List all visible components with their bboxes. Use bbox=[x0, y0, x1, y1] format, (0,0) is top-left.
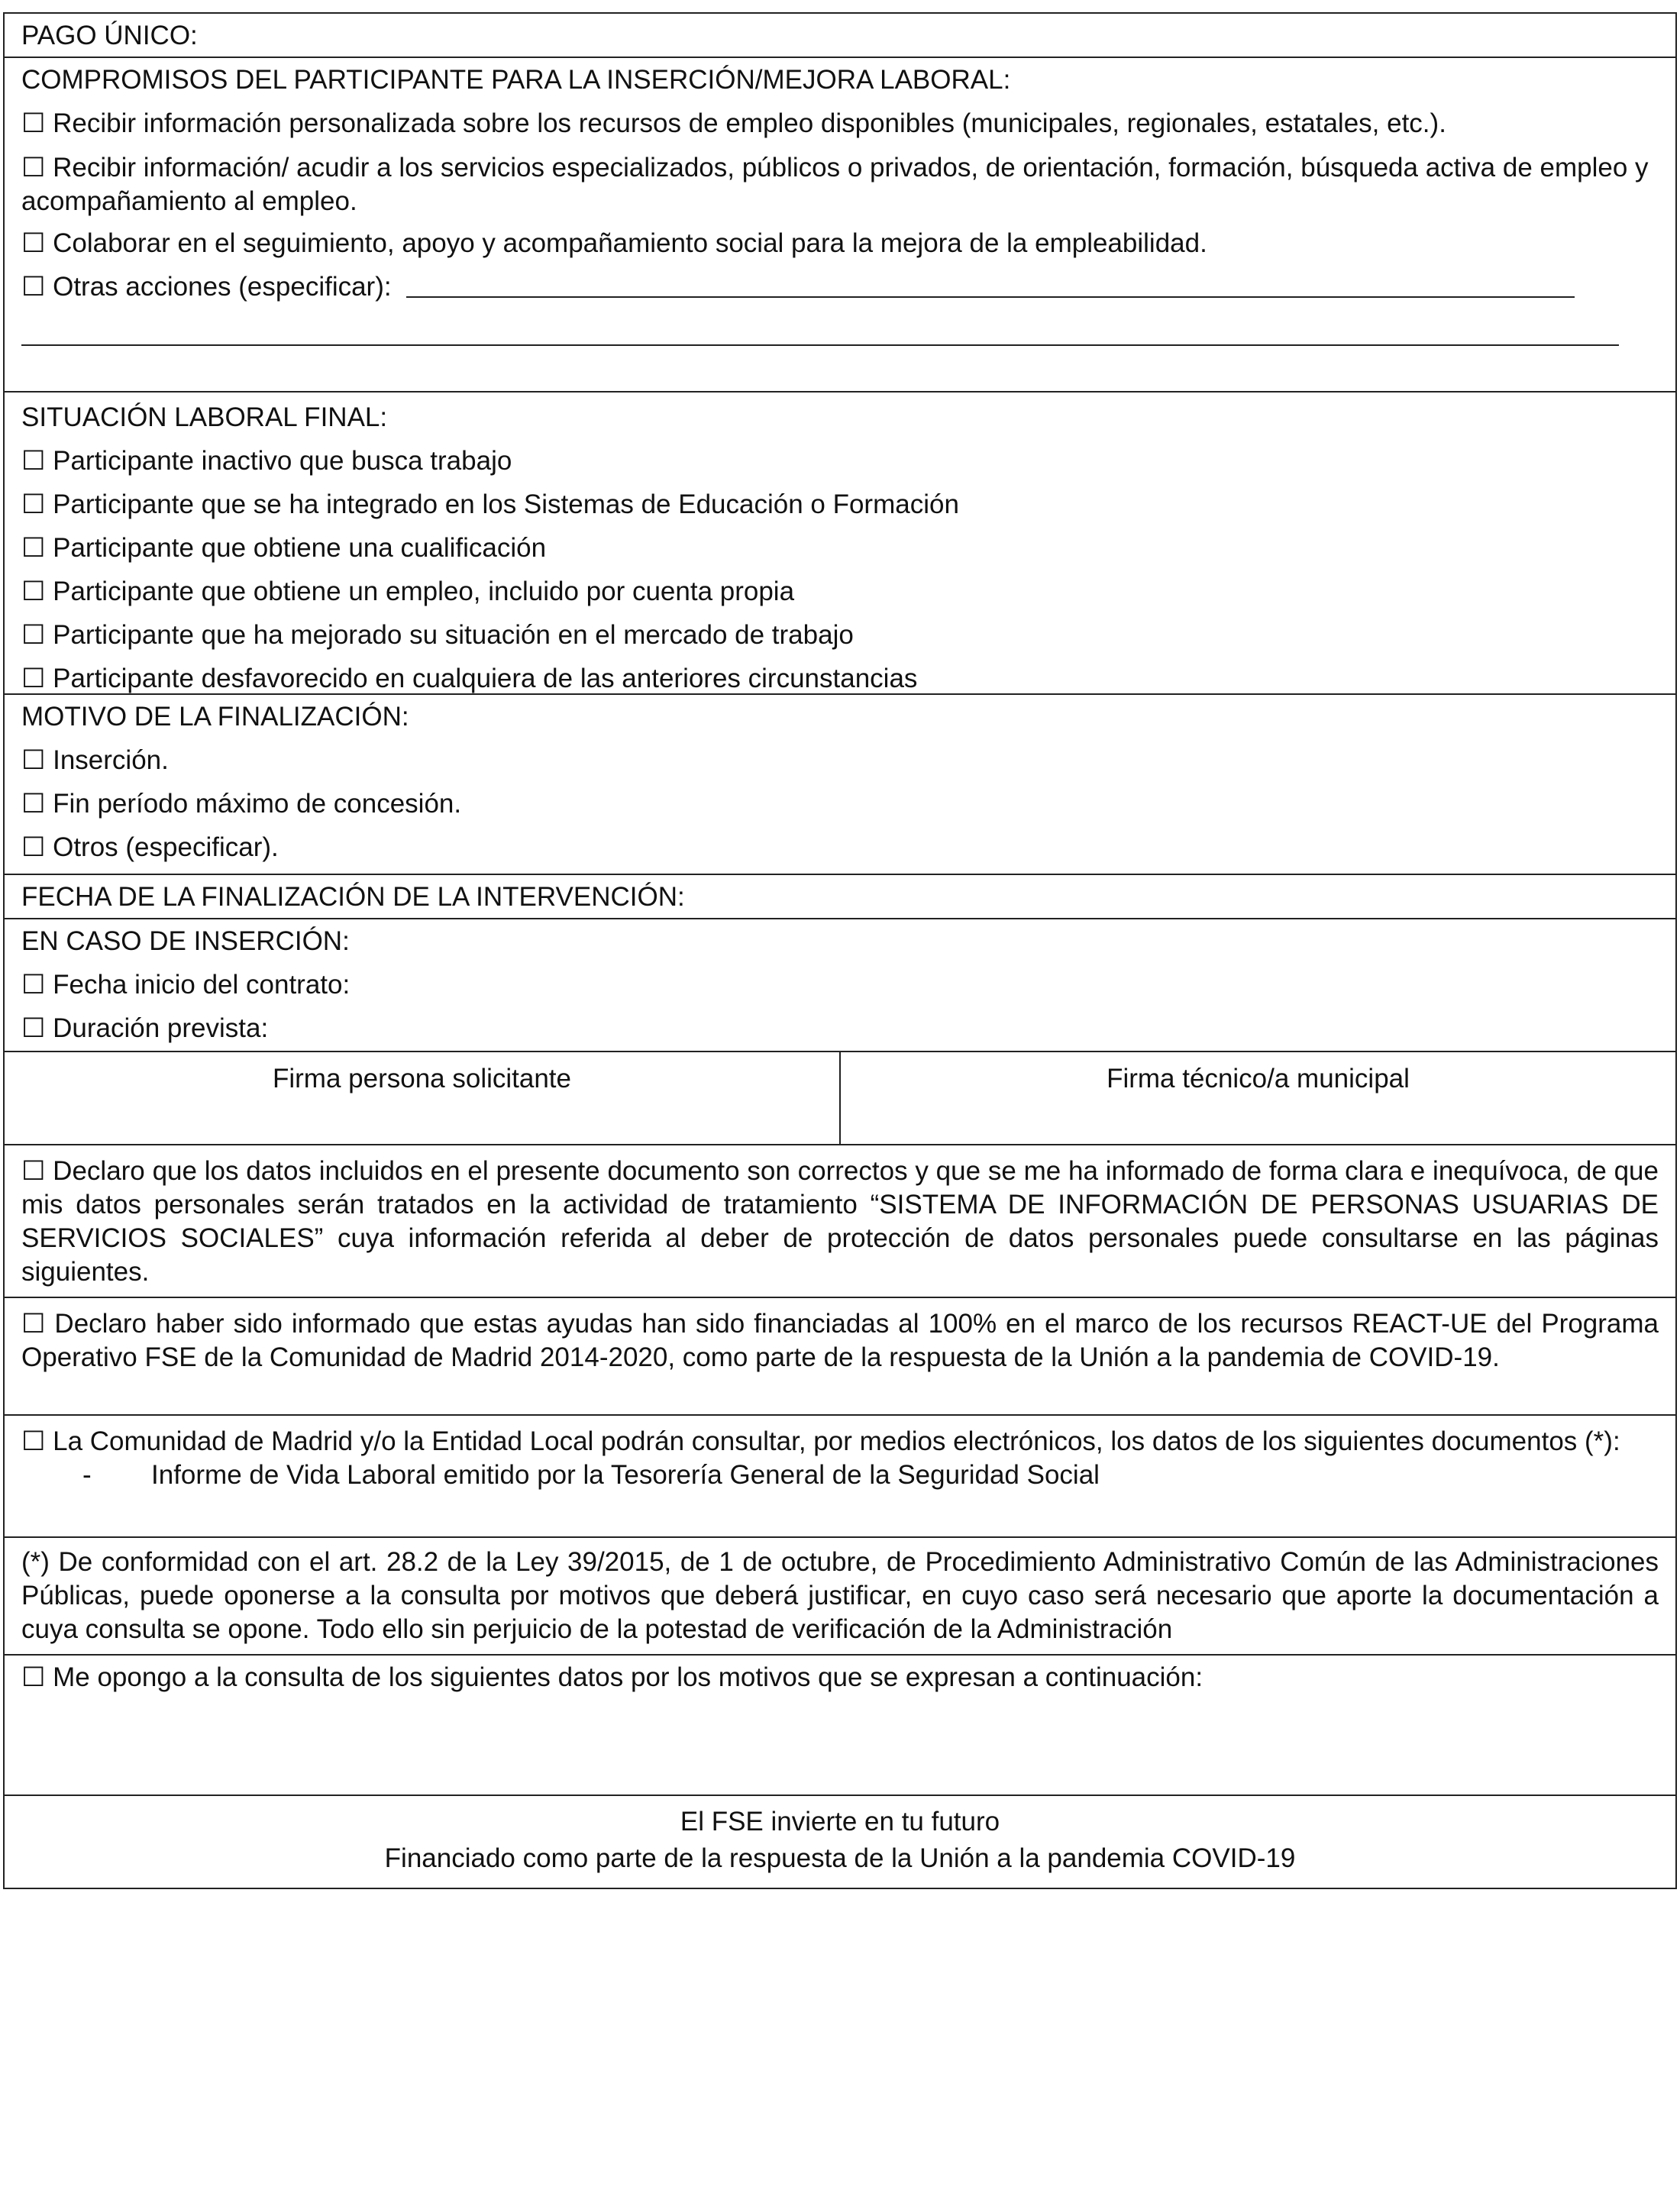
compromiso-checkbox-4[interactable]: ☐ Otras acciones (especificar): bbox=[21, 272, 392, 302]
insercion-section bbox=[5, 918, 1675, 1051]
situacion-checkbox-5[interactable]: ☐ Participante que ha mejorado su situación en el mercado de trabajo bbox=[21, 613, 1659, 657]
situacion-checkbox-2[interactable]: ☐ Participante que se ha integrado en los Sistemas de Educación o Formación bbox=[21, 483, 1659, 526]
oposicion-section bbox=[5, 1654, 1675, 1795]
footer bbox=[5, 1795, 1675, 1888]
pago-unico-section bbox=[5, 14, 1675, 57]
otras-acciones-field-2[interactable] bbox=[21, 344, 1619, 346]
consulta-item-dash: - bbox=[82, 1460, 92, 1490]
firmas-row bbox=[5, 1051, 1675, 1144]
nota-section bbox=[5, 1536, 1675, 1654]
compromisos-section bbox=[5, 57, 1675, 391]
otras-acciones-field[interactable] bbox=[406, 296, 1575, 298]
firma-tecnico-cell[interactable] bbox=[839, 1052, 1675, 1144]
fecha-finalizacion-label: FECHA DE LA FINALIZACIÓN DE LA INTERVENCIÓN: bbox=[21, 882, 685, 912]
otras-acciones-continuation bbox=[21, 309, 1659, 352]
situacion-checkbox-1[interactable]: ☐ Participante inactivo que busca trabajo bbox=[21, 439, 1659, 483]
compromiso-checkbox-1[interactable]: ☐ Recibir información personalizada sobre los recursos de empleo disponibles (municipales, regionales, estatales, etc.). bbox=[21, 102, 1659, 145]
consulta-section bbox=[5, 1414, 1675, 1536]
declaracion-financiacion-section bbox=[5, 1297, 1675, 1414]
motivo-section bbox=[5, 693, 1675, 874]
fecha-inicio-checkbox[interactable]: ☐ Fecha inicio del contrato: bbox=[21, 963, 1659, 1006]
motivo-title: MOTIVO DE LA FINALIZACIÓN: bbox=[21, 702, 409, 732]
motivo-checkbox-fin-periodo[interactable]: ☐ Fin período máximo de concesión. bbox=[21, 782, 1659, 825]
consulta-item bbox=[21, 1459, 1659, 1492]
situacion-checkbox-4[interactable]: ☐ Participante que obtiene un empleo, incluido por cuenta propia bbox=[21, 570, 1659, 613]
fecha-finalizacion-section bbox=[5, 874, 1675, 918]
nota-text: (*) De conformidad con el art. 28.2 de la Ley 39/2015, de 1 de octubre, de Procedimiento Administrativo Común de las Administraciones Públicas, puede oponerse a la consulta por motivos que deberá justificar, en cuyo caso será necesario que aporte la documentación a cuya consulta se opone. Todo ello sin perjuicio de la potestad de verificación de la Administración bbox=[21, 1547, 1659, 1644]
declaracion-financiacion-checkbox[interactable]: ☐ Declaro haber sido informado que estas ayudas han sido financiadas al 100% en el marco de los recursos REACT-UE del Programa Operativo FSE de la Comunidad de Madrid 2014-2020, como parte de la respuesta de la Unión a la pandemia de COVID-19. bbox=[21, 1298, 1659, 1379]
duracion-prevista-checkbox[interactable]: ☐ Duración prevista: bbox=[21, 1006, 1659, 1050]
insercion-title: EN CASO DE INSERCIÓN: bbox=[21, 926, 350, 956]
situacion-checkbox-3[interactable]: ☐ Participante que obtiene una cualificación bbox=[21, 526, 1659, 570]
firma-solicitante-label: Firma persona solicitante bbox=[273, 1064, 571, 1094]
consulta-checkbox[interactable]: ☐ La Comunidad de Madrid y/o la Entidad Local podrán consultar, por medios electrónicos, los datos de los siguientes documentos (*): bbox=[21, 1416, 1659, 1459]
situacion-section bbox=[5, 391, 1675, 693]
firma-solicitante-cell[interactable] bbox=[5, 1052, 839, 1144]
compromiso-checkbox-3[interactable]: ☐ Colaborar en el seguimiento, apoyo y acompañamiento social para la mejora de la empleabilidad. bbox=[21, 221, 1659, 265]
situacion-title: SITUACIÓN LABORAL FINAL: bbox=[21, 402, 388, 432]
motivo-checkbox-otros[interactable]: ☐ Otros (especificar). bbox=[21, 825, 1659, 869]
compromiso-checkbox-2[interactable]: ☐ Recibir información/ acudir a los servicios especializados, públicos o privados, de orientación, formación, búsqueda activa de empleo y acompañamiento al empleo. bbox=[21, 145, 1659, 221]
compromisos-title: COMPROMISOS DEL PARTICIPANTE PARA LA INSERCIÓN/MEJORA LABORAL: bbox=[21, 65, 1011, 95]
solicitud-form bbox=[3, 12, 1677, 1889]
oposicion-checkbox[interactable]: ☐ Me opongo a la consulta de los siguientes datos por los motivos que se expresan a continuación: bbox=[21, 1656, 1659, 1699]
motivo-checkbox-insercion[interactable]: ☐ Inserción. bbox=[21, 738, 1659, 782]
pago-unico-label: PAGO ÚNICO: bbox=[21, 21, 198, 50]
firma-tecnico-label: Firma técnico/a municipal bbox=[1107, 1064, 1410, 1094]
declaracion-datos-section bbox=[5, 1144, 1675, 1297]
situacion-checkbox-6[interactable]: ☐ Participante desfavorecido en cualquiera de las anteriores circunstancias bbox=[21, 657, 1659, 700]
declaracion-datos-checkbox[interactable]: ☐ Declaro que los datos incluidos en el presente documento son correctos y que se me ha informado de forma clara e inequívoca, de que mis datos personales serán tratados en la actividad de tratamiento “SISTEMA DE INFORMACIÓN DE PERSONAS USUARIAS DE SERVICIOS SOCIALES” cuya información referida al deber de protección de datos personales puede consultarse en las páginas siguientes. bbox=[21, 1145, 1659, 1294]
consulta-item-text: Informe de Vida Laboral emitido por la Tesorería General de la Seguridad Social bbox=[151, 1460, 1100, 1490]
otras-acciones-row bbox=[21, 265, 1659, 309]
footer-line-2: Financiado como parte de la respuesta de la Unión a la pandemia COVID-19 bbox=[384, 1843, 1296, 1873]
footer-line-1: El FSE invierte en tu futuro bbox=[680, 1807, 1000, 1836]
